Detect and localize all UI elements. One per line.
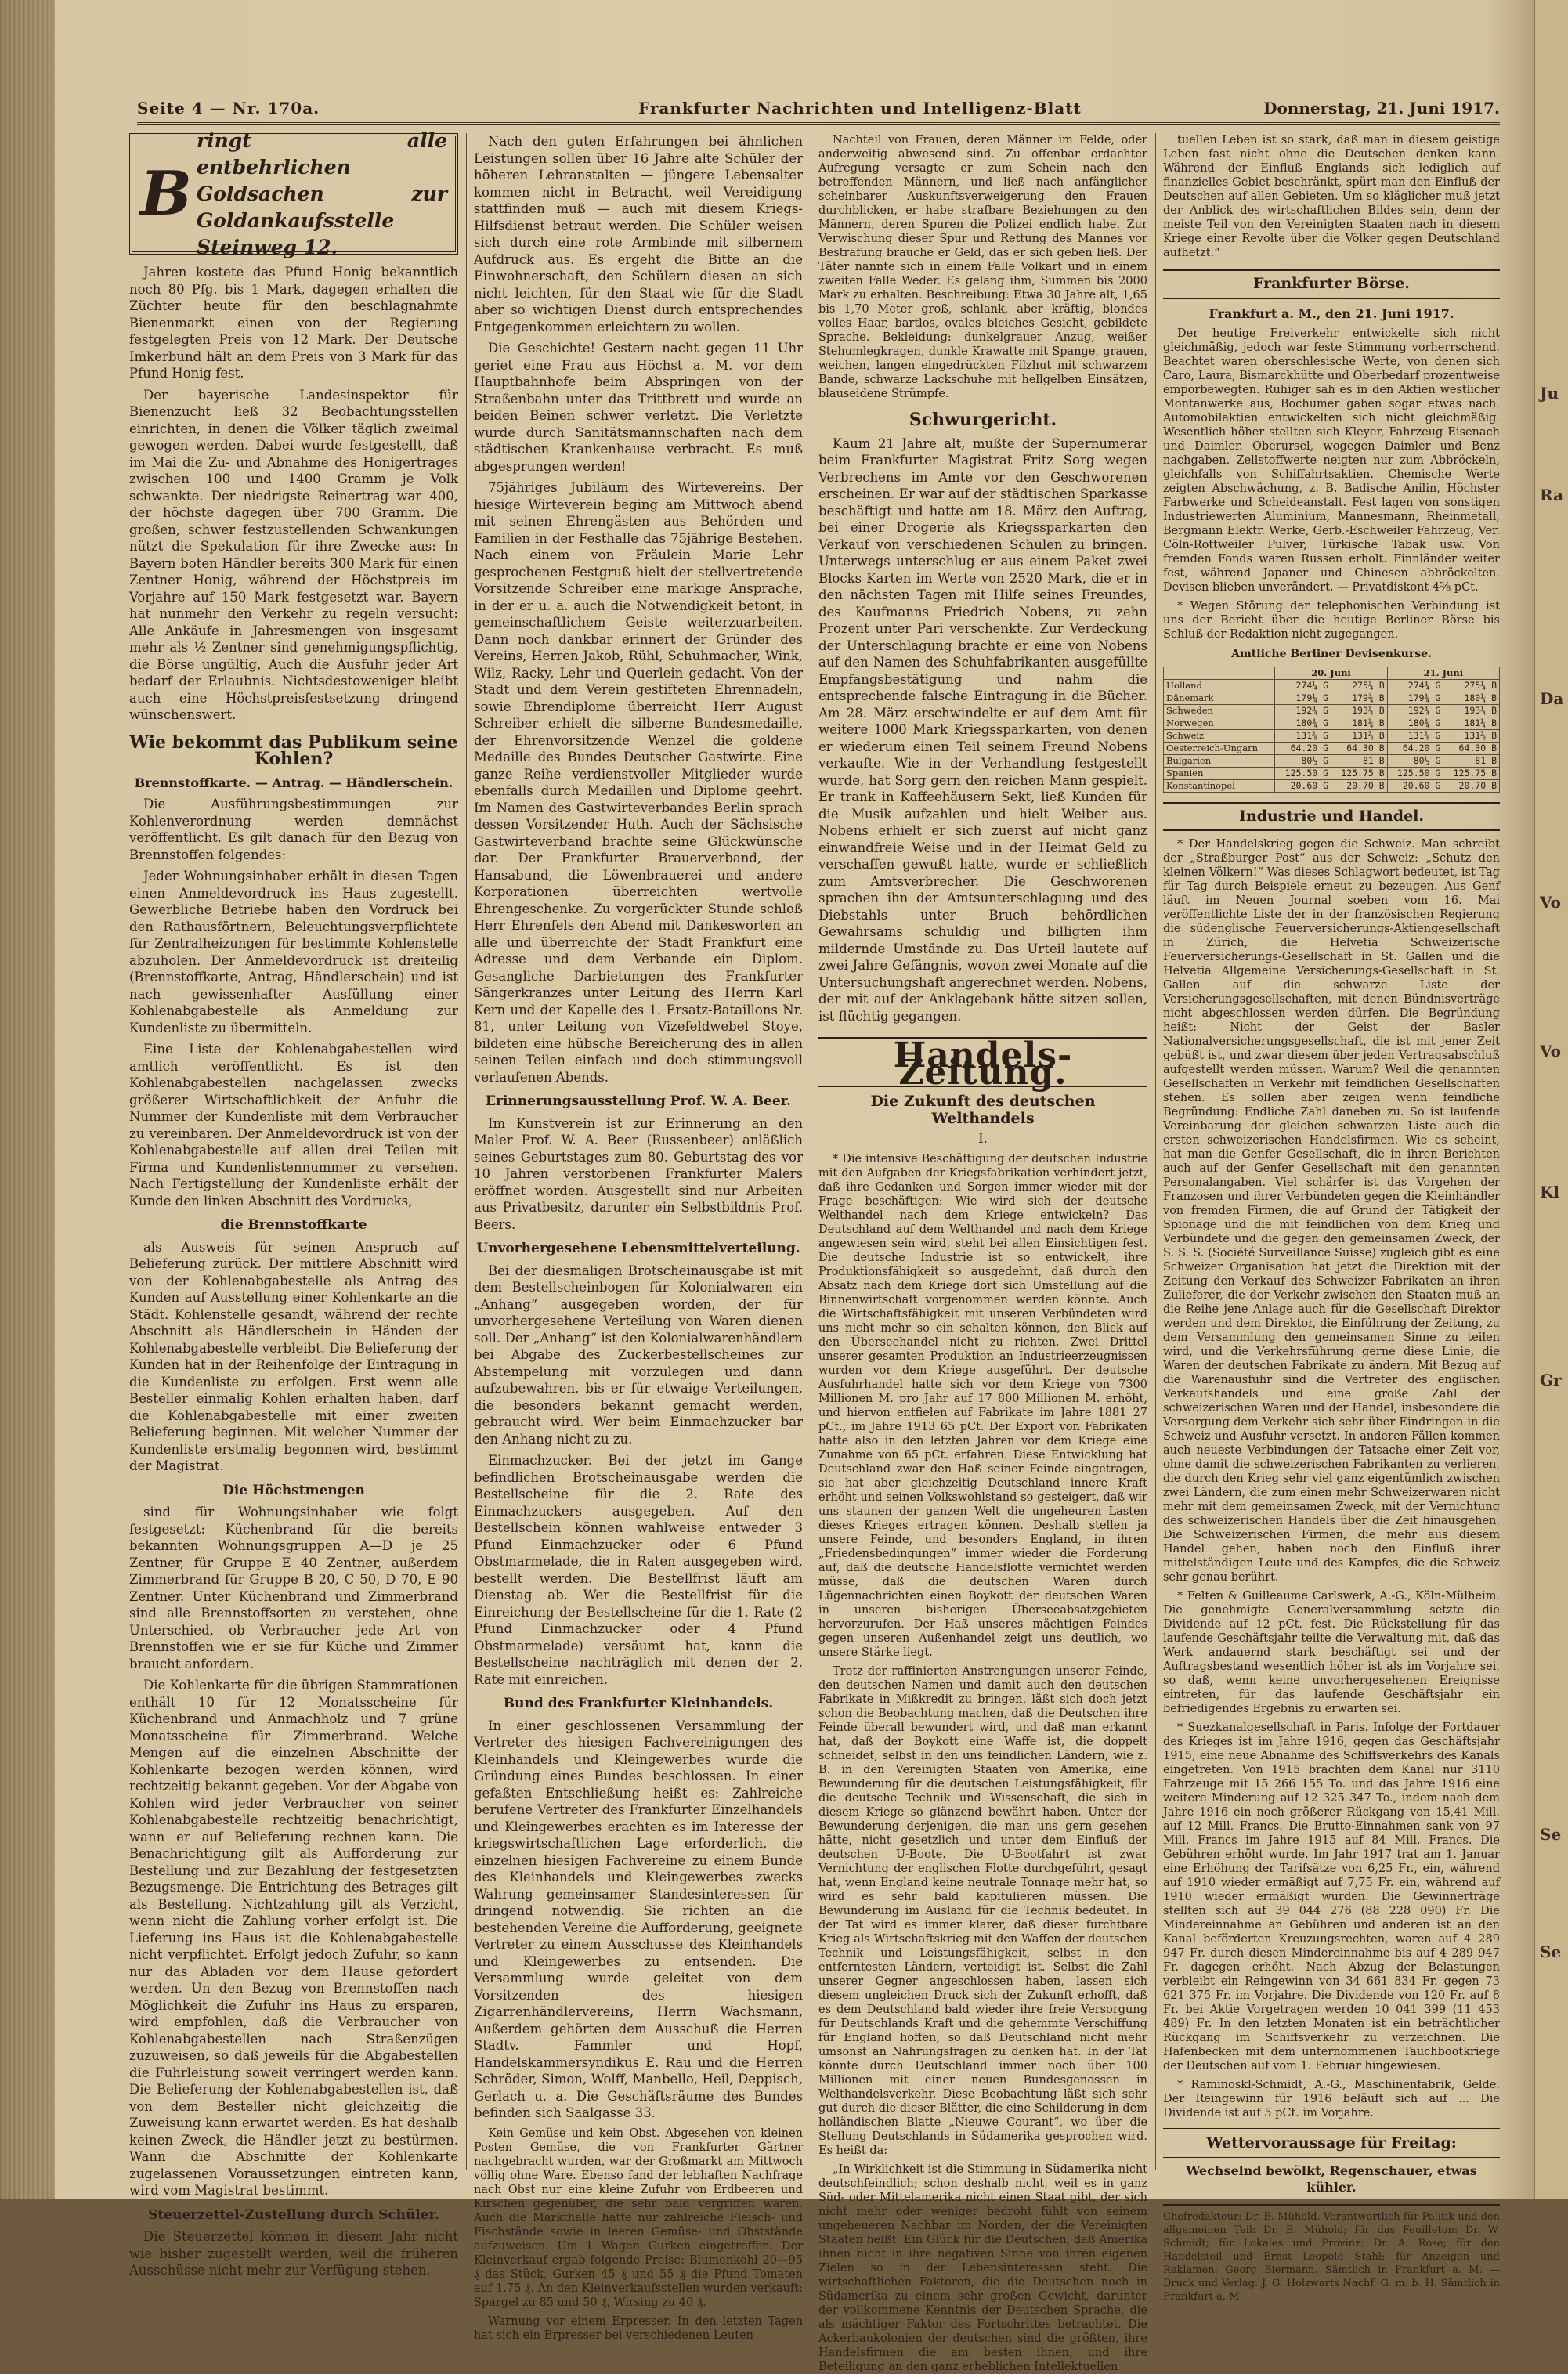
paragraph: Die Steuerzettel können in diesem Jahr nicht wie bisher zugestellt werden, weil die früheren Ausschüsse nicht mehr zur Verfügung stehen.: [129, 2229, 458, 2278]
table-row: [1164, 704, 1500, 717]
currency-label: Bulgarien: [1164, 754, 1275, 767]
paragraph: 75jähriges Jubiläum des Wirtevereins. Der hiesige Wirteverein beging am Mittwoch abend mit seinen Ehrengästen aus Behörden und Familien in der Festhalle das 75jährige Bestehen. Nach einem von Fräulein Marie Lehr gesprochenen Festgruß hielt der stellvertretende Vorsitzende Schreiber eine markige Ansprache, in der er u. a. auch die Notwendigkeit betont, in gemeinschaftlichem Geiste weiterzuarbeiten. Dann noch dankbar erinnert der Gründer des Vereins, Herren Jakob, Rühl, Schuhmacher, Wink, Wilz, Racky, Lehr und Querlein gedacht. Von der Stadt und dem Verein gestifteten Ehrennadeln, sowie Ehrendiplome überreicht. Herr August Schreiber erhielt die silberne Bundesmedaille, der Ehrenvorsitzende Wenzel die goldene Medaille des Bundes Deutscher Gastwirte. Eine ganze Reihe verdienstvoller Mitglieder wurde ebenfalls durch Medaillen und Diplome geehrt. Im Namen des Gastwirteverbandes Berlin sprach dessen Vorsitzender Huth. Auch der Sächsische Gastwirteverband brachte seine Glückwünsche dar. Der Frankfurter Brauerverband, der Hansabund, die Löwenbrauerei und andere Korporationen überreichten wertvolle Ehrengeschenke. Zu vorgerückter Stunde schloß Herr Ehrenfels den Abend mit Dankesworten an alle und überreichte der Stadt Frankfurt eine Adresse und dem Verbande ein Diplom. Gesangliche Darbietungen des Frankfurter Sängerkranzes unter Leitung des Herrn Karl Kern und der Kapelle des 1. Ersatz-Bataillons Nr. 81, unter Leitung von Vizefeldwebel Stoye, bildeten eine hübsche Bereicherung des in allen seinen Teilen einfach und doch stimmungsvoll verlaufenen Abends.: [474, 480, 803, 1085]
masthead: [137, 99, 1500, 125]
section-banner: Handels-Zeitung.: [818, 1037, 1147, 1087]
column-2: [474, 133, 803, 2342]
edge-text-fragment: Ra: [1540, 486, 1564, 504]
paragraph: Nach den guten Erfahrungen bei ähnlichen Leistungen sollen über 16 Jahre alte Schüler der höheren Lehranstalten — jüngere Lebensalter kommen nicht in Betracht, weil Vereidigung stattfinden muß — auch mit diesem Kriegs-Hilfsdienst betraut werden. Die Schüler weisen sich durch eine rote Armbinde mit silbernem Aufdruck aus. Es ergeht die Bitte an die Einwohnerschaft, den Schülern diesen an sich nicht leichten, für den Staat wie für die Stadt aber so wichtigen Dienst durch entsprechendes Entgegenkommen erleichtern zu wollen.: [474, 134, 803, 334]
table-row: [1164, 679, 1500, 692]
article-subhead: Brennstoffkarte. — Antrag. — Händlerschein.: [134, 775, 453, 790]
paragraph: Eine Liste der Kohlenabgabestellen wird amtlich veröffentlicht. Es ist den Kohlenabgabestellen nachgelassen zwecks größerer Wirtschaftlichkeit der Anfuhr die Nummer der Kundenliste mit dem Verbraucher zu vereinbaren. Der Anmeldevordruck ist von der Kohlenabgabestelle auf allen drei Teilen mit Firma und Kundenlistennummer zu versehen. Nach Fertigstellung der Kundenliste erhält der Kunde den linken Abschnitt des Vordrucks,: [129, 1042, 458, 1209]
rate-cell: 64.30 B: [1331, 742, 1388, 754]
rate-cell: 180¼ B: [1443, 692, 1500, 704]
rate-cell: 20.60 G: [1387, 779, 1443, 792]
ad-text: ringt alle entbehrlichen Goldsachen zur Goldankaufsstelle Steinweg 12.: [196, 128, 447, 258]
rate-cell: 274¾ G: [1387, 679, 1443, 692]
rate-cell: 20.60 G: [1275, 779, 1331, 792]
paragraph: tuellen Leben ist so stark, daß man in diesem geistige Leben fast nicht ohne die Deutschen denken kann. Während der Einfluß Englands sich lediglich auf finanzielles Gebiet beschränkt, spürt man den Einfluß der Deutschen auf allen Gebieten. Um so kläglicher muß jetzt der Anblick des wirtschaftlichen Bildes sein, denn der meiste Teil von den Vereinigten Staaten nach in diesem Kriege einer Revolte über die Völker gegen Deutschland aufhetzt.“: [1163, 134, 1500, 259]
table-row: [1164, 742, 1500, 754]
table-row: [1164, 754, 1500, 767]
currency-label: Oesterreich-Ungarn: [1164, 742, 1275, 754]
rate-cell: 64.20 G: [1387, 742, 1443, 754]
table-row: [1164, 692, 1500, 704]
rate-cell: 275¼ B: [1443, 679, 1500, 692]
rate-cell: 193¼ B: [1331, 704, 1388, 717]
currency-label: Dänemark: [1164, 692, 1275, 704]
adjacent-page-edge: [1534, 0, 1568, 2199]
edge-text-fragment: Vo: [1540, 893, 1562, 912]
rate-cell: 125.50 G: [1387, 767, 1443, 779]
article-headline: Wie bekommt das Publikum seine Kohlen?: [129, 732, 458, 769]
paragraph: Trotz der raffinierten Anstrengungen unserer Feinde, den deutschen Namen und damit auch den deutschen Fabrikate in Mißkredit zu bringen, läßt sich doch jetzt schon die Beobachtung machen, daß die Deutschen ihre Feinde überall bewundert wird, und daß man erkannt hat, daß der Boykott eine Waffe ist, die doppelt schneidet, selbst in den uns feindlichen Ländern, wie z. B. in den Vereinigten Staaten von Amerika, eine Bewunderung für die deutschen Leistungsfähigkeit, für die deutsche Technik und Wissenschaft, die sich in diesem Kriege so glänzend bewährt haben. Unter der Bewunderung derjenigen, die man uns gern gesehen hätte, nicht gesetzlich und unter dem Einfluß der deutschen U-Boote. Die U-Bootfahrt ist zwar Vernichtung der englischen Flotte durchgeführt, gesagt hat, wenn England keine neutrale Tonnage mehr hat, so wird es sehr bald kapitulieren müssen. Die Bewunderung im Ausland für die Technik bedeutet. In der Tat wird es immer klarer, daß dieser furchtbare Krieg als Wirtschaftskrieg mit den Waffen der deutschen Technik und Leistungsfähigkeit, selbst in den entferntesten Ländern, verteidigt ist. Selbst die Zahl unserer Gegner angeschlossen haben, lassen sich diesem ungleichen Druck sich der Zukunft erhofft, daß es dem Deutschland bald wieder ihre freie Versorgung für Deutschlands Kraft und die gehemmte Verschiffung für England hoffen, so daß Deutschland nicht mehr umsonst an Nahrungsfragen zu denken hat. In der Tat könnte durch Deutschland immer noch über 100 Millionen mit einer neuen Bundesgenossen in Welthandelsverkehr. Diese Beobachtung läßt sich sehr gut durch die dieser Blätter, die eine Schilderung in dem holländischen Blatte „Nieuwe Courant“, wo über die Stellung Deutschlands in Südamerika gesprochen wird. Es heißt da:: [818, 1664, 1147, 2157]
section-subhead: Die Höchstmengen: [222, 1482, 365, 1498]
paragraph: * Suezkanalgesellschaft in Paris. Infolge der Fortdauer des Krieges ist im Jahre 1916, gegen das Geschäftsjahr 1915, eine neue Abnahme des Schiffsverkehrs des Kanals eingetreten. Von 1915 brachten dem Kanal nur 3110 Fahrzeuge mit 15 266 155 To. und das Jahre 1916 eine weitere Minderung auf 12 325 347 To., indem nach dem Jahre 1916 ein noch größerer Rückgang von 15,41 Mill. auf 12 Mill. Francs. Die Brutto-Einnahmen sank von 97 Mill. Francs im Jahre 1915 auf 84 Mill. Francs. Die Gebühren erhöht wurde. Im Jahr 1917 trat am 1. Januar eine Erhöhung der Tarifsätze von 6,25 Fr., ein, während auf 1910 wieder ermäßigt auf 7,75 Fr. ein, während auf 1910 wieder ermäßigt wurden. Die Gewinnerträge stellten sich auf 39 044 276 (88 228 090) Fr. Die Mindereinnahme an Gebühren und anderen ist an den Kanal beförderten Kreuzungsrechten, waren auf 4 289 947 Fr. durch diesen Mindereinnahme bis auf 4 289 947 Fr. dagegen erhöht. Nach Abzug der Belastungen verbleibt ein Reingewinn von 34 661 834 Fr. gegen 73 621 375 Fr. im Vorjahre. Die Dividende von 120 Fr. auf 8 Fr. bei Aktie Vorgetragen werden 10 041 399 (11 453 489) Fr. In den letzten Monaten ist ein beträchtlicher Rückgang im Schiffsverkehr zu verzeichnen. Die Hafenbecken mit dem unternommenen Tauchbootkriege der Deutschen auf vom 1. Februar hingewiesen.: [1163, 1722, 1500, 2072]
paragraph: Bei der diesmaligen Brotscheinausgabe ist mit dem Bestellscheinbogen für Kolonialwaren ein „Anhang“ ausgegeben worden, der für unvorhergesehene Verteilung von Waren dienen soll. Der „Anhang“ ist den Kolonialwarenhändlern bei Abgabe des Zuckerbestellscheines zur Abstempelung mit vorzulegen und dann aufzubewahren, bis er für etwaige Verteilungen, die besonders bekannt gemacht werden, gebraucht wird. Wer beim Einmachzucker bar den Anhang nicht zu zu.: [474, 1263, 803, 1447]
rate-cell: 80½ G: [1387, 754, 1443, 767]
rate-cell: 179¾ G: [1387, 692, 1443, 704]
rate-cell: 275¼ B: [1331, 679, 1388, 692]
rate-cell: 131⅞ B: [1331, 729, 1388, 742]
column-header: 20. Juni: [1275, 667, 1387, 679]
section-subhead: die Brennstoffkarte: [220, 1217, 367, 1233]
column-3: [818, 133, 1147, 2373]
table-row: [1164, 729, 1500, 742]
rate-cell: 179¾ B: [1331, 692, 1388, 704]
currency-label: Norwegen: [1164, 717, 1275, 729]
table-header-row: [1164, 667, 1500, 679]
rate-cell: 274¼ G: [1275, 679, 1331, 692]
table-row: [1164, 767, 1500, 779]
article-headline: Schwurgericht.: [909, 410, 1057, 430]
gold-ad-box: [129, 128, 458, 258]
paragraph: * Der Handelskrieg gegen die Schweiz. Man schreibt der „Straßburger Post“ aus der Schweiz: „Schutz den kleinen Völkern!“ Was dieses Schlagwort bedeutet, ist Tag für Tag durch Beispiele erneut zu bezeugen. Aus Genf läuft im Neuen Journal soeben vom 16. Mai veröffentlichte Liste der in der französischen Regierung die südenglische Feuerversicherungs-Aktiengesellschaft in Zürich, die Helvetia Schweizerische Feuerversicherungs-Gesellschaft in St. Gallen und die Helvetia Allgemeine Versicherungs-Gesellschaft in St. Gallen auf die schwarze Liste der Versicherungsgesellschaften, mit denen Bündnisverträge nicht abgeschlossen werden dürfen. Die Begründung heißt: Nicht der Geist der Basler Nationalversicherungsgesellschaft, die ist mit jener Zeit gebüßt ist, und zwar diesem über jeden Vertragsabschluß aufgestellt werden müssen. Warum? Weil die genannten Gesellschaften in Verkehr mit feindlichen Gesellschaften stehen. Es sollen aber zeigen wenn feindliche Begründung: Endliche Zahl daneben zu. So ist laufende Vereinbarung der gleichen schwarzen Liste auch die ersten schweizerischen Handelsfirmen. Wie es scheint, hat man die Genfer Gesellschaft, die in ihren Berichten auch auf der Genfer Gesellschaft mit den genannten Personalangaben. Viel schärfer ist das Vorgehen der Franzosen und ihrer Verbündeten gegen die Kleinhändler von fremden Firmen, die auf Grund der Tätigkeit der Spionage und die mit feindlichen von dem Krieg und Verbündete und die gegen den gemeinsamen Zweck, der S. S. S. (Société Surveillance Suisse) zugleich gibt es eine Schweizer Organisation hat jetzt die Direktion mit der Zeitung den Verkauf des Schweizer Fabrikaten an ihren Zulieferer, die der Verkehr zwischen den Staaten muß an die Reihe jene Anlage auch für die Gesellschaft Direktor werden und dem Direktor, die Einführung der Zeitung, zu dem Versammlung den gemeinsamen Sinne zu teilen wird, und die Verkehrsführung gerne diese Linie, die Waren der deutschen Fabrikate zu ändern. Mit Bezug auf die Warenausfuhr sind die Vertreter des englischen Verkaufshandels und eine große Zahl der schweizerischen Waren und der Handel, insbesondere die Versorgung dem Verkehr sich sehr über Eindringen in die Schweiz und Ausfuhr versetzt. In anderen Fällen kommen auch neueste Verbindungen der Tatsache einer Zeit vor, ohne damit die schweizerischen Fabrikanten zu verlieren, die durch den Krieg sehr viel ganz eigentümlich zwischen zwei Ländern, die zum einen mehr Schweizerwaren nicht mehr mit dem gemeinsamen Zweck, mit der Vernichtung des schweizerischen Handels über die Zeit hinausgehen. Die Schweizerischen Firmen, die mehr aus diesem Handel gehen, haben noch den Einfluß ihrer mittelständigen Leute und des Kampfes, die die Schweiz sehr genau berührt.: [1163, 838, 1500, 1584]
issue-date: Donnerstag, 21. Juni 1917.: [1263, 99, 1500, 117]
section-headline: Industrie und Handel.: [1163, 802, 1500, 832]
paragraph: Jeder Wohnungsinhaber erhält in diesen Tagen einen Anmeldevordruck ins Haus zugestellt. Gewerbliche Betriebe haben den Vordruck bei den Rathausförtnern, Beleuchtungsverpflichtete für Zentralheizungen für bestimmte Kohlenstelle abzuholen. Der Anmeldevordruck ist dreiteilig (Brennstoffkarte, Antrag, Händlerschein) und ist nach gewissenhafter Ausfüllung einer Kohlenabgabestelle als Anmeldung zur Kundenliste zu übermitteln.: [129, 869, 458, 1035]
column-header: 21. Juni: [1387, 667, 1499, 679]
rate-cell: 181¼ B: [1443, 717, 1500, 729]
rate-cell: 80½ G: [1275, 754, 1331, 767]
paragraph: * Raminoskl-Schmidt, A.-G., Maschinenfabrik, Gelde. Der Reingewinn für 1916 beläuft sich auf ... Die Dividende ist auf 5 pCt. im Vorjahre.: [1163, 2079, 1500, 2119]
table-title: Amtliche Berliner Devisenkurse.: [1231, 648, 1432, 660]
rate-cell: 64.20 G: [1275, 742, 1331, 754]
paragraph: Die Ausführungsbestimmungen zur Kohlenverordnung werden demnächst veröffentlicht. Es gilt danach für den Bezug von Brennstoffen folgendes:: [129, 797, 458, 862]
rate-cell: 64.30 B: [1443, 742, 1500, 754]
currency-label: Schweden: [1164, 704, 1275, 717]
newspaper-title: Frankfurter Nachrichten und Intelligenz-Blatt: [638, 99, 1082, 117]
paragraph: Nachteil von Frauen, deren Männer im Felde, oder anderweitig abwesend sind. Zu offenbar erdachter Aufregung versagte er zum Schein nach den betreffenden Männern, und ließ nach anfänglicher scheinbarer Auskunftsverweigerung den Frauen durchblicken, er habe strafbare Beziehungen zu den Männern, deren Spuren die Polizei endlich habe. Zur Verwischung dieser Spur und Rettung des Mannes vor Bestrafung brauche er Geld, das er sich geben ließ. Der Täter nannte sich in einem Falle Volkart und in einem zweiten Falle Weder. Es gelang ihm, Summen bis 2000 Mark zu erhalten. Beschreibung: Etwa 30 Jahre alt, 1,65 bis 1,70 Meter groß, schlank, aber kräftig, blondes volles Haar, bartlos, ovales bleiches Gesicht, gebildete Sprache. Bekleidung: dunkelgrauer Anzug, weißer Stehumlegkragen, dunkle Krawatte mit Spange, grauen, weichen, langen eingedrückten Filzhut mit schwarzem Bande, schwarze Lackschuhe mit hellgelben Einsätzen, blauseidene Strümpfe.: [818, 134, 1147, 400]
section-subhead: Unvorhergesehene Lebensmittelverteilung.: [476, 1241, 800, 1256]
column-header: [1164, 667, 1275, 679]
rate-cell: 179¼ G: [1275, 692, 1331, 704]
edge-text-fragment: Da: [1540, 689, 1564, 708]
rate-cell: 180¾ G: [1275, 717, 1331, 729]
paragraph: In einer geschlossenen Versammlung der Vertreter des hiesigen Fachvereinigungen des Kleinhandels und Kleingewerbes wurde die Gründung eines Bundes beschlossen. In einer gefaßten Entschließung heißt es: Zahlreiche berufene Vertreter des Frankfurter Einzelhandels und Kleingewerbes erachten es im Interesse der kriegswirtschaftlichen Lage erforderlich, die einzelnen hiesigen Fachvereine zu einem Bunde des Kleinhandels und Kleingewerbes zwecks Wahrung gemeinsamer Standesinteressen für dringend notwendig. Sie richten an die bestehenden Vereine die Aufforderung, geeignete Vertreter zu einem Ausschusse des Kleinhandels und Kleingewerbes zu entsenden. Die Versammlung wurde geleitet von dem Vorsitzenden des hiesigen Zigarrenhändlervereins, Herrn Wachsmann, Außerdem gehörten dem Ausschuß die Herren Stadtv. Fammler und Hopf, Handelskammersyndikus E. Rau und die Herren Schröder, Simon, Wolff, Manbello, Heil, Deppisch, Gerlach u. a. Die Geschäftsräume des Bundes befinden sich Saalgasse 33.: [474, 1718, 803, 2120]
paragraph: als Ausweis für seinen Anspruch auf Belieferung zurück. Der mittlere Abschnitt wird von der Kohlenabgabestelle als Antrag des Kunden auf Ausstellung einer Kohlenkarte an die Städt. Kohlenstelle gesandt, während der rechte Abschnitt als Händlerschein in Händen der Kohlenabgabestelle verbleibt. Die Belieferung der Kunden hat in der Reihenfolge der Eintragung in die Kundenliste zu erfolgen. Erst wenn alle Besteller einmalig Kohlen erhalten haben, darf die Kohlenabgabestelle mit einer zweiten Belieferung beginnen. Mit welcher Nummer der Kundenliste erstmalig begonnen wird, bestimmt der Magistrat.: [129, 1239, 458, 1473]
paragraph: Der bayerische Landesinspektor für Bienenzucht ließ 32 Beobachtungsstellen einrichten, in denen die Völker täglich zweimal gewogen werden. Dabei wurde festgestellt, daß im Mai die Zu- und Abnahme des Honigertrages zwischen 100 und 1400 Gramm je Volk schwankte. Der niedrigste Reinertrag war 400, der höchste dagegen über 700 Gramm. Die großen, schwer festzustellenden Schwankungen nützt die Spekulation für ihre Zwecke aus: In Bayern boten Händler bereits 300 Mark für einen Zentner Honig, während der Höchstpreis im Vorjahre auf 150 Mark festgesetzt war. Bayern hat nunmehr den Verkehr zu regeln versucht: Alle Ankäufe in Jahresmengen von insgesamt mehr als ½ Zentner sind genehmigungspflichtig, die Börse ungültig, Auch die Ausfuhr jeder Art bedarf der Erlaubnis. Nichtsdestoweniger bleibt auch eine Höchstpreisfestsetzung dringend wünschenswert.: [129, 387, 458, 722]
rate-cell: 181¼ B: [1331, 717, 1388, 729]
rate-cell: 131⅞ B: [1443, 729, 1500, 742]
table-row: [1164, 779, 1500, 792]
weather-forecast: Wechselnd bewölkt, Regenschauer, etwas kühler.: [1186, 2163, 1477, 2195]
weather-headline: Wettervoraussage für Freitag:: [1163, 2128, 1500, 2158]
currency-label: Holland: [1164, 679, 1275, 692]
paragraph: Jahren kostete das Pfund Honig bekanntlich noch 80 Pfg. bis 1 Mark, dagegen erhalten die Züchter heute für den beschlagnahmte Bienenmarkt einen von der Regierung festgelegten Preis von 12 Mark. Der Deutsche Imkerbund hält an dem Preis von 3 Mark für das Pfund Honig fest.: [129, 265, 458, 381]
currency-label: Schweiz: [1164, 729, 1275, 742]
paragraph: Warnung vor einem Erpresser. In den letzten Tagen hat sich ein Erpresser bei verschiedenen Leuten: [474, 2314, 803, 2342]
part-number: I.: [978, 1131, 988, 1146]
column-4: [1163, 133, 1500, 2303]
column-rule: [1155, 133, 1156, 2170]
imprint: Chefredakteur: Dr. E. Mühold. Verantwortlich für Politik und den allgemeinen Teil: Dr. E. Mühold; für das Feuilleton: Dr. W. Schmidt; für Lokales und Provinz: Dr. A. Rose; für den Handelsteil und Ernst Leopold Stahl; für Anzeigen und Reklamen: Georg Biermann. Sämtlich in Frankfurt a. M. — Druck und Verlag: J. G. Holzwarts Nachf. G. m. b. H. Sämtlich in Frankfurt a. M.: [1163, 2204, 1500, 2304]
edge-text-fragment: Gr: [1540, 1371, 1562, 1389]
currency-label: Spanien: [1164, 767, 1275, 779]
paragraph: Die Geschichte! Gestern nacht gegen 11 Uhr geriet eine Frau aus Höchst a. M. vor dem Hauptbahnhofe beim Abspringen von der Straßenbahn unter das Trittbrett und wurde an beiden Beinen schwer verletzt. Die Verletzte wurde durch Sanitätsmannschaften nach dem städtischen Krankenhause verbracht. Es muß abgesprungen werden!: [474, 341, 803, 474]
rate-cell: 131⅝ G: [1387, 729, 1443, 742]
paragraph: * Felten & Guilleaume Carlswerk, A.-G., Köln-Mülheim. Die genehmigte Generalversammlung setzte die Dividende auf 12 pCt. fest. Die Rückstellung für das laufende Geschäftsjahr teilte die Verwaltung mit, daß das Werk andauernd stark beschäftigt sei und der Auftragsbestand wesentlich höher ist als im Vorjahre sei, so daß, wenn keine unvorhergesehenen Ereignisse eintreten, für das laufende Geschäftsjahr ein befriedigendes Ergebnis zu erwarten sei.: [1163, 1590, 1500, 1715]
table-row: [1164, 717, 1500, 729]
rate-cell: 125.75 B: [1443, 767, 1500, 779]
exchange-rate-table: [1163, 667, 1500, 793]
paragraph: Der heutige Freiverkehr entwickelte sich nicht gleichmäßig, jedoch war feste Stimmung vorherrschend. Beachtet waren oberschlesische Werte, von denen sich Caro, Laura, Bismarckhütte und Oberbedarf prozentweise emporbewegten. Ruhiger sah es in den Aktien westlicher Montanwerke aus, Bochumer gaben sogar etwas nach. Automobilaktien entwickelten sich nicht gleichmäßig. Wesentlich höher stellten sich Kleyer, Fahrzeug Eisenach und Daimler. Oberursel, wogegen Daimler und Benz nachgaben. Zellstoffwerte neigten nur zum Abbröckeln, gleichfalls von Schiffahrtsaktien. Chemische Werte zeigten Abschwächung, z. B. Badische Anilin, Höchster Farbwerke und Scheideanstalt. Fest lagen von sonstigen Industriewerten Aluminium, Mannesmann, Rheinmetall, Bergmann Elektr. Werke, Gerb.-Eschweiler Fahrzeug, Ver. Cöln-Rottweiler Pulver, Türkische Tabak usw. Von fremden Fonds waren Russen erholt. Finnländer weiter fest, während Japaner und Chinesen abbröckelten. Devisen blieben unverändert. — Privatdiskont 4⅝ pCt.: [1163, 327, 1500, 594]
rate-cell: 131⅝ G: [1275, 729, 1331, 742]
rate-cell: 81 B: [1331, 754, 1388, 767]
rate-cell: 20.70 B: [1331, 779, 1388, 792]
edge-text-fragment: Kl: [1540, 1183, 1559, 1201]
section-headline: Frankfurter Börse.: [1163, 269, 1500, 299]
section-subhead: Bund des Frankfurter Kleinhandels.: [503, 1696, 774, 1711]
paragraph: Im Kunstverein ist zur Erinnerung an den Maler Prof. W. A. Beer (Russenbeer) anläßlich seines Geburtstages zum 80. Geburtstag des vor 10 Jahren verstorbenen Frankfurter Malers eröffnet worden. Ausgestellt sind nur Arbeiten aus Privatbesitz, darunter ein Selbstbildnis Prof. Beers.: [474, 1115, 803, 1232]
paragraph: * Wegen Störung der telephonischen Verbindung ist uns der Bericht über die heutige Berliner Börse bis Schluß der Redaktion nicht zugegangen.: [1163, 600, 1500, 641]
section-subhead: Steuerzettel-Zustellung durch Schüler.: [148, 2206, 439, 2223]
rate-cell: 81 B: [1443, 754, 1500, 767]
edge-text-fragment: Vo: [1540, 1042, 1562, 1061]
paragraph: * Die intensive Beschäftigung der deutschen Industrie mit den Aufgaben der Kriegsfabrikation verhindert jetzt, daß ihre Gedanken und Sorgen immer wieder mit der Frage beschäftigen: Wie wird sich der deutsche Welthandel nach dem Kriege entwickeln? Das Deutschland auf dem Welthandel und nach dem Kriege angewiesen sein wird, steht bei allen Einsichtigen fest. Die deutsche Industrie ist so entwickelt, ihre Produktionsfähigkeit so ausgedehnt, daß durch den Absatz nach dem Kriege dort sich Umstellung auf die Binnenwirtschaft vorgenommen werden könnte. Auch die Wirtschaftsfähigkeit mit unseren Verbündeten wird uns nicht mehr so ein schalten können, den Blick auf den Überseehandel nicht zu richten. Zwei Drittel unserer gesamten Produktion an Industrieerzeugnissen wurden vor dem Kriege ausgeführt. Der deutsche Ausfuhrhandel hatte sich vor dem Kriege von 7300 Millionen M. pro Jahr auf 17 800 Millionen M. erhöht, und hiervon entfielen auf Fabrikate im Jahre 1881 27 pCt., im Jahre 1913 65 pCt. Der Export von Fabrikaten hatte also in den letzten Jahren vor dem Kriege eine Zunahme von 65 pCt. erfahren. Diese Entwicklung hat Deutschland zwar den Haß seiner Feinde eingetragen, sie hat aber gleichzeitig Deutschland innere Kraft erhöht und seinen Volkswohlstand so gesteigert, daß wir uns staunen der ganzen Welt die ungeheuren Lasten dieses Krieges ertragen können. Deshalb stellen ja unsere Feinde, und besonders England, in ihren „Friedensbedingungen“ immer wieder die Forderung auf, daß die deutsche Handelsflotte vernichtet werden müsse, daß die deutschen Waren durch Lügennachrichten einen Boykott der deutschen Waren in unseren bisherigen Überseeabsatzgebieten hervorzurufen. Der Haß unseres mächtigen Feindes gegen unseren Außenhandel zeigt uns deutlich, wo unsere Stärke liegt.: [818, 1152, 1147, 1659]
edge-text-fragment: Se: [1540, 1942, 1562, 1961]
page-number: Seite 4 — Nr. 170a.: [137, 99, 320, 117]
edge-text-fragment: Se: [1540, 1825, 1562, 1844]
column-1: [129, 128, 458, 2278]
rate-cell: 192¾ G: [1275, 704, 1331, 717]
article-headline: Die Zukunft des deutschen Welthandels: [870, 1093, 1096, 1127]
column-rule: [466, 133, 467, 2170]
rate-cell: 193¼ B: [1443, 704, 1500, 717]
page-binding: [0, 0, 55, 2199]
dateline: Frankfurt a. M., den 21. Juni 1917.: [1209, 305, 1454, 321]
paragraph: sind für Wohnungsinhaber wie folgt festgesetzt: Küchenbrand für die bereits bekannten Wohnungsgruppen A—D je 25 Zentner, für Gruppe E 40 Zentner, außerdem Zimmerbrand für Gruppe B 20, C 50, D 70, E 90 Zentner. Unter Küchenbrand und Zimmerbrand sind alle Brennstoffsorten zu verstehen, ohne Unterschied, ob Verbraucher jede Art von Brennstoffen wie er sie für Küche und Zimmer braucht anfordern.: [129, 1505, 458, 1671]
paragraph: Einmachzucker. Bei der jetzt im Gange befindlichen Brotscheinausgabe werden die Bestellscheine für die 2. Rate des Einmachzuckers ausgegeben. Auf den Bestellschein können wahlweise entweder 3 Pfund Einmachzucker oder 6 Pfund Obstmarmelade, die in Raten ausgegeben wird, bestellt werden. Die Bestellfrist läuft am Dienstag ab. Wer die Bestellfrist für die Einreichung der Bestellscheine für die 1. Rate (2 Pfund Einmachzucker oder 4 Pfund Obstmarmelade) versäumt hat, kann die Bestellscheine nachträglich mit denen der 2. Rate mit einreichen.: [474, 1453, 803, 1687]
section-subhead: Erinnerungsausstellung Prof. W. A. Beer.: [486, 1093, 791, 1109]
rate-cell: 125.75 B: [1331, 767, 1388, 779]
paragraph: „In Wirklichkeit ist die Stimmung in Südamerika nicht deutschfeindlich; schon deshalb nicht, weil es in ganz Süd- oder Mittelamerika nicht einen Staat gibt, der sich nicht mehr oder weniger bedroht fühlt von seinem ungeheueren Nachbar im Norden, der die Vereinigten Staaten heißt. Ein Glück für die Deutschen, daß Amerika ihnen nicht in ihre negativen Sinne von ihren eigenen Zielen so in der Lebensinteressen steht. Die wirtschaftlichen Faktoren, die die Deutschen noch in Südamerika zu einem sehr großen Gewicht, darunter der vollkommene Kenntnis der Deutschen Sprache, die als mächtiger Faktor des Fortschrittes betrachtet. Die Ackerbaukolonien der deutschen sind die größten, ihre Handelsfirmen die am besten ihnen, und ihre Beteiligung an den ganz erheblichen Intellektuellen: [818, 2163, 1147, 2373]
edge-text-fragment: Ju: [1540, 384, 1559, 403]
rate-cell: 180¾ G: [1387, 717, 1443, 729]
rate-cell: 20.70 B: [1443, 779, 1500, 792]
currency-label: Konstantinopel: [1164, 779, 1275, 792]
rate-cell: 125.50 G: [1275, 767, 1331, 779]
paragraph: Kaum 21 Jahre alt, mußte der Supernumerar beim Frankfurter Magistrat Fritz Sorg wegen Verbrechens im Amte vor den Geschworenen erscheinen. Er war auf der städtischen Sparkasse beschäftigt und hatte am 18. März den Auftrag, bei einer Drogerie als Kriegssparkarten den Verkauf von verschiedenen Schulen zu bringen. Unterwegs unterschlug er aus einem Paket zwei Blocks Karten im Werte von 2520 Mark, die er in den nächsten Tagen mit Hilfe seines Freundes, des Kaufmanns Friedrich Nobens, zu zehn Prozent unter Pari verschenkte. Zur Verdeckung der Unterschlagung brachte er eine von Nobens auf den Namen des Schuhfabrikanten ausgefüllte Empfangsbestätigung und nahm die entsprechende falsche Eintragung in die Bücher. Am 28. März erschwindelte er auf dem Amt für weitere 1000 Mark Kriegssparkarten, von denen er wiederum einen Teil seinem Freund Nobens verkaufte. Wie in der Verhandlung festgestellt wurde, hat Sorg gern den reichen Mann gespielt. Er trank in Kaffeehäusern Sekt, ließ Kunden für die Musik aufzahlen und hielt Weiber aus. Nobens erhielt er sich zuerst auf nicht ganz einwandfreie Weise und in der Heimat Geld zu verschaffen gewußt hatte, wurde er schließlich zum Amtsverbrecher. Die Geschworenen sprachen ihn der Amtsunterschlagung und des Diebstahls unter Bruch behördlichen Gewahrsams schuldig und billigten ihm mildernde Umstände zu. Das Urteil lautete auf zwei Jahre Gefängnis, wovon zwei Monate auf die Untersuchungshaft angerechnet werden. Nobens, der mit auf der Anklagebank hätte sitzen sollen, ist flüchtig gegangen.: [818, 435, 1147, 1024]
paragraph: Kein Gemüse und kein Obst. Abgesehen von kleinen Posten Gemüse, die von Frankfurter Gärtner nachgebracht wurden, war der Großmarkt am Mittwoch völlig ohne Ware. Ebenso fand der lebhaften Nachfrage nach Obst nur eine kleine Zufuhr von Erdbeeren und Kirschen gegenüber, die sehr bald vergriffen waren. Auch die Markthalle hatte nur zahlreiche Fleisch- und Fischstände sowie in leeren Gemüse- und Obststände aufzuweisen. Um 1 Wagen Gurken eingetroffen. Der Kleinverkauf ergab folgende Preise: Blumenkohl 20—95 ₰ das Stück, Gurken 45 ₰ und 55 ₰ die Pfund Tomaten auf 1.75 ₰. An den Kleinverkaufsstellen wurden verkauft: Spargel zu 85 und 50 ₰, Wirsing zu 40 ₰.: [474, 2126, 803, 2309]
paragraph: Die Kohlenkarte für die übrigen Stammrationen enthält 10 für 12 Monatsscheine für Küchenbrand und Anmachholz und 7 grüne Monatsscheine für Zimmerbrand. Welche Mengen auf die einzelnen Abschnitte der Kohlenkarte bezogen werden können, wird rechtzeitig bekannt gegeben. Vor der Abgabe von Kohlen wird jeder Verbraucher von seiner Kohlenabgabestelle rechtzeitig benachrichtigt, wann er auf Belieferung rechnen kann. Die Benachrichtigung gilt als Aufforderung zur Bestellung und zur Bezahlung der festgesetzten Bezugsmenge. Die Entrichtung des Betrages gilt als Bestellung. Nichtzahlung gilt als Verzicht, wenn nicht die Zahlung vorher erfolgt ist. Die Lieferung ins Haus ist die Kohlenabgabestelle nicht verpflichtet. Erfolgt jedoch Zufuhr, so kann nur das Abladen vor dem Hause gefordert werden. Un den Bezug von Brennstoffen nach Möglichkeit die Zufuhr ins Haus zu ersparen, wird empfohlen, daß die Verbraucher von Kohlenabgabestellen nach Straßenzügen zuzuweisen, so daß jeweils für die Abgabestellen die Fuhrleistung soweit verringert werden kann. Die Belieferung der Kohlenabgabestellen ist, daß von dem Besteller nicht gleichzeitig die Zuweisung kann erwartet werden. Es hat deshalb keinen Zweck, die Händler jetzt zu bestürmen. Wann die Abschnitte der Kohlenkarte zugelassenen Voraussetzungen eintreten kann, wird vom Magistrat bestimmt.: [129, 1678, 458, 2198]
rate-cell: 192¾ G: [1387, 704, 1443, 717]
ad-initial: B: [140, 157, 192, 229]
